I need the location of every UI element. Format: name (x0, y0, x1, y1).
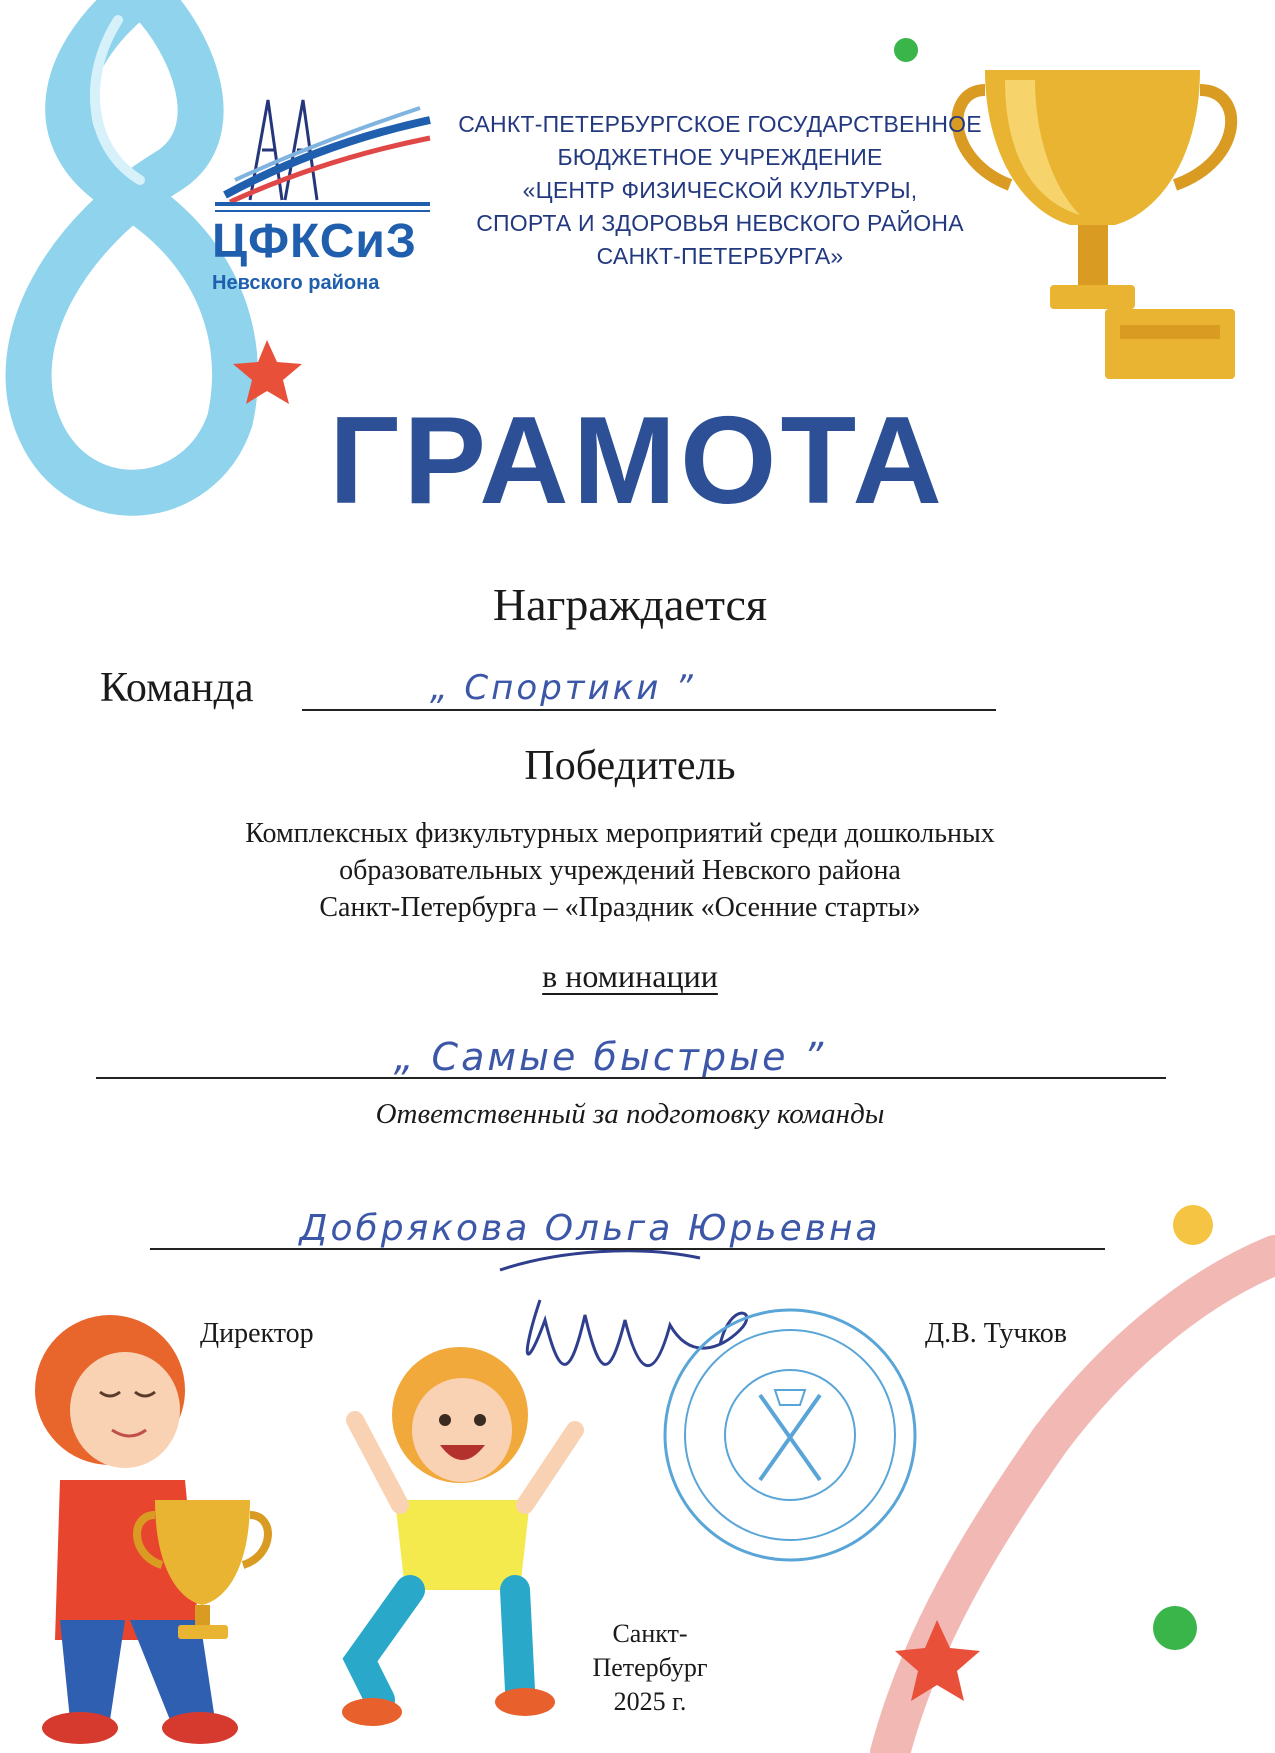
nomination-label: в номинации (542, 958, 718, 994)
responsible-underline (150, 1248, 1105, 1250)
director-name: Д.В. Тучков (925, 1318, 1067, 1349)
nomination-label-wrap (0, 958, 1260, 995)
logo-name: ЦФКСиЗ (212, 215, 417, 268)
green-dot (894, 38, 918, 62)
green-dot (1153, 1606, 1197, 1650)
team-value: „ Спортики ” (430, 668, 696, 708)
org-line: САНКТ-ПЕТЕРБУРГСКОЕ ГОСУДАРСТВЕННОЕ (458, 111, 982, 137)
org-line: БЮДЖЕТНОЕ УЧРЕЖДЕНИЕ (557, 144, 883, 170)
logo-subtitle: Невского района (212, 272, 380, 294)
official-stamp (665, 1310, 915, 1560)
org-line: СПОРТА И ЗДОРОВЬЯ НЕВСКОГО РАЙОНА (476, 210, 964, 236)
jumping-child-illustration (342, 1347, 575, 1726)
responsible-label: Ответственный за подготовку команды (375, 1098, 885, 1130)
team-label: Команда (100, 665, 254, 711)
city: Санкт-Петербург (592, 1619, 708, 1682)
winner-heading: Победитель (524, 743, 736, 789)
certificate-title: ГРАМОТА (329, 392, 946, 530)
director-label: Директор (200, 1318, 314, 1349)
event-line: образовательных учреждений Невского района (339, 855, 901, 886)
org-line: «ЦЕНТР ФИЗИЧЕСКОЙ КУЛЬТУРЫ, (522, 177, 918, 203)
event-description (150, 815, 1090, 926)
event-line: Санкт-Петербурга – «Праздник «Осенние старты» (319, 892, 921, 923)
nomination-underline (96, 1077, 1166, 1079)
nomination-value: „ Самые быстрые ” (393, 1035, 827, 1079)
team-underline (302, 709, 996, 711)
yellow-dot (1173, 1205, 1213, 1245)
awarded-heading: Награждается (492, 579, 768, 630)
logo-mark (215, 100, 430, 212)
place-and-date (560, 1617, 740, 1719)
event-line: Комплексных физкультурных мероприятий среди дошкольных (245, 818, 995, 849)
year: 2025 г. (613, 1687, 687, 1716)
responsible-value: Добрякова Ольга Юрьевна (299, 1208, 881, 1249)
director-signature (500, 1251, 747, 1366)
organization-name (440, 108, 1000, 273)
org-line: САНКТ-ПЕТЕРБУРГА» (596, 243, 844, 269)
child-with-trophy-illustration (35, 1315, 268, 1744)
